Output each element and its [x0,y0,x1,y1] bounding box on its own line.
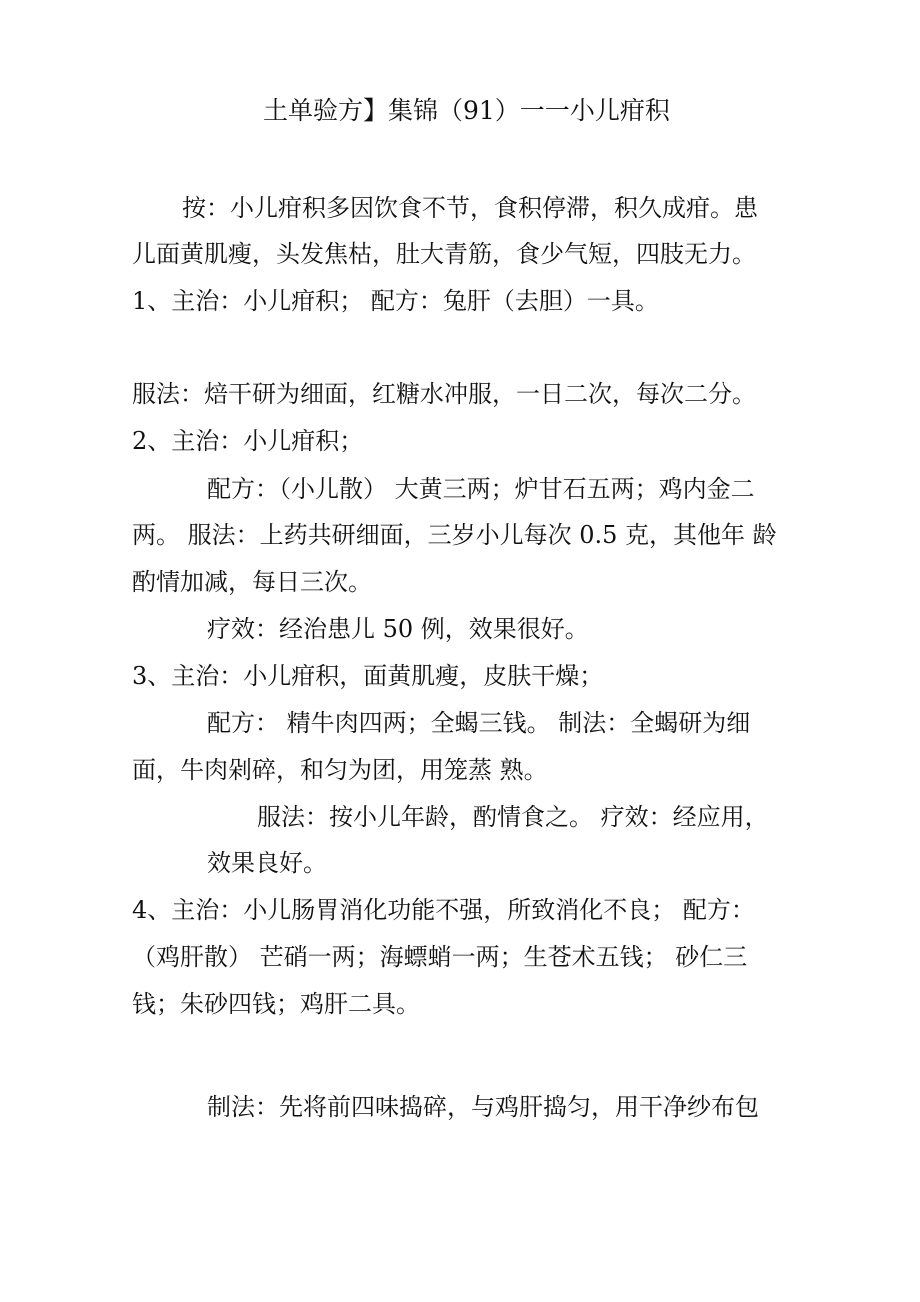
text-line-recipe-1-title: 1、主治：小儿疳积； 配方：兔肝（去胆）一具。 [132,287,659,315]
text-line-recipe-4-formula-2: 钱；朱砂四钱；鸡肝二具。 [132,990,420,1018]
document-title: 土单验方】集锦（91）一一小儿疳积 [263,96,670,125]
text-line-intro-1: 按：小儿疳积多因饮食不节，食积停滞，积久成疳。患 [182,194,758,222]
text-line-recipe-2-usage: 两。 服法：上药共研细面，三岁小儿每次 0.5 克，其他年 龄 [132,521,777,549]
text-line-recipe-2-formula: 配方：（小儿散） 大黄三两；炉甘石五两；鸡内金二 [207,475,755,503]
text-line-recipe-3-usage: 服法：按小儿年龄，酌情食之。 疗效：经应用， [257,803,769,831]
text-line-recipe-2-dosage: 酌情加减，每日三次。 [132,568,372,596]
text-line-recipe-2-effect: 疗效：经治患儿 50 例，效果很好。 [207,615,589,643]
text-line-recipe-3-effect: 效果良好。 [207,849,327,877]
text-line-recipe-2-title: 2、主治：小儿疳积； [132,427,364,455]
text-line-recipe-4-formula-1: （鸡肝散） 芒硝一两；海螵蛸一两；生苍术五钱； 砂仁三 [132,943,748,971]
text-line-intro-2: 儿面黄肌瘦，头发焦枯，肚大青筋，食少气短，四肢无力。 [132,240,756,268]
text-line-recipe-3-title: 3、主治：小儿疳积，面黄肌瘦，皮肤干燥； [132,662,604,690]
text-line-recipe-4-method: 制法：先将前四味捣碎，与鸡肝捣匀，用干净纱布包 [207,1093,759,1121]
text-line-recipe-4-title: 4、主治：小儿肠胃消化功能不强，所致消化不良； 配方： [132,896,755,924]
text-line-recipe-3-formula: 配方： 精牛肉四两；全蝎三钱。 制法：全蝎研为细 [207,709,751,737]
text-line-recipe-1-usage: 服法：焙干研为细面，红糖水冲服，一日二次，每次二分。 [132,380,756,408]
text-line-recipe-3-method: 面，牛肉剁碎，和匀为团，用笼蒸 熟。 [132,756,548,784]
